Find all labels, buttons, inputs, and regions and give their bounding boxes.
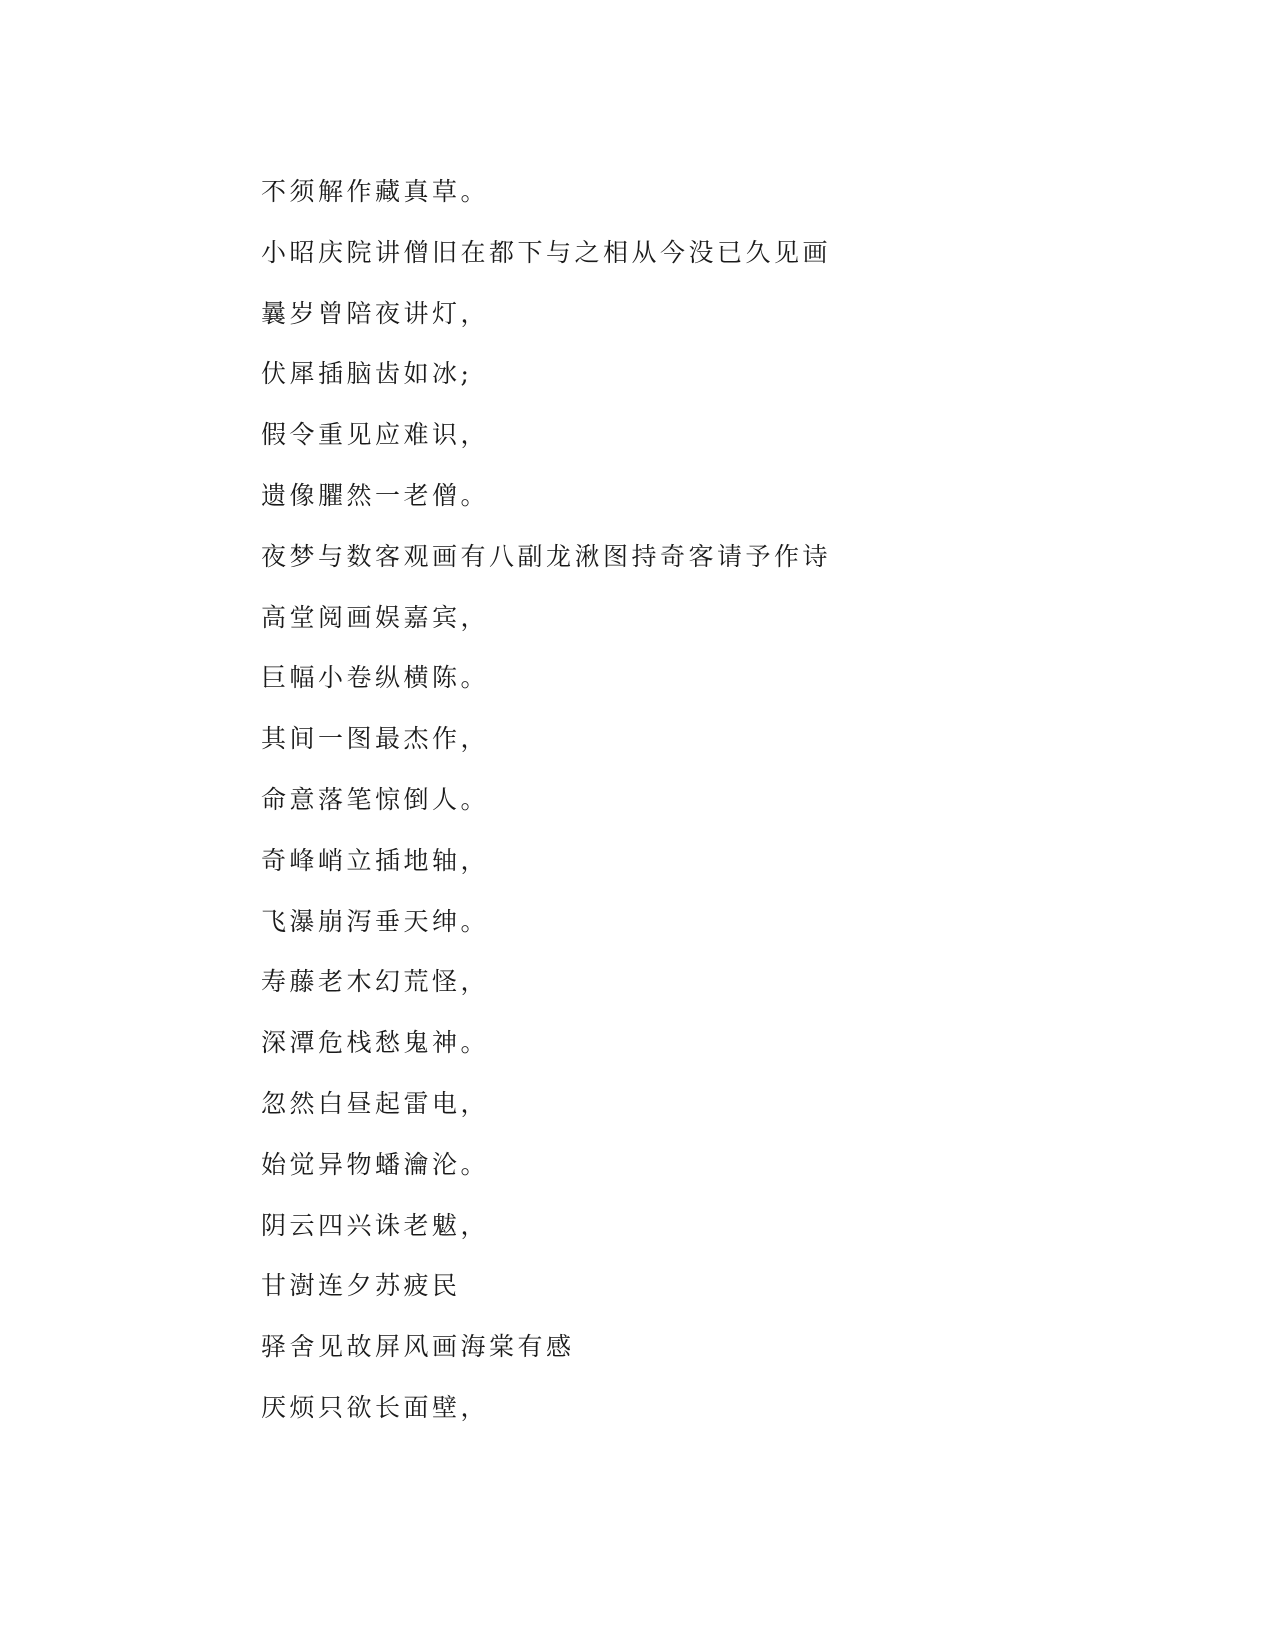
text-line: 命意落笔惊倒人。 — [261, 784, 490, 814]
text-line: 奇峰峭立插地轴， — [261, 845, 490, 875]
text-line: 甘澍连夕苏疲民 — [261, 1271, 461, 1301]
text-line: 阴云四兴诛老魃， — [261, 1210, 490, 1240]
poem-text-block — [261, 162, 1161, 1439]
text-line: 假令重见应难识， — [261, 420, 490, 450]
text-line: 忽然白昼起雷电， — [261, 1088, 490, 1118]
poem-title-line: 驿舍见故屏风画海棠有感 — [261, 1332, 575, 1362]
text-line: 厌烦只欲长面壁， — [261, 1392, 490, 1422]
text-line: 曩岁曾陪夜讲灯， — [261, 298, 490, 328]
text-line: 其间一图最杰作， — [261, 724, 490, 754]
text-line: 深潭危栈愁鬼神。 — [261, 1028, 490, 1058]
text-line: 始觉异物蟠瀹沦。 — [261, 1149, 490, 1179]
text-line: 不须解作藏真草。 — [261, 177, 490, 206]
text-line: 寿藤老木幻荒怪， — [261, 967, 490, 997]
poem-title-line: 小昭庆院讲僧旧在都下与之相从今没已久见画 — [261, 237, 832, 267]
text-line: 伏犀插脑齿如冰; — [261, 359, 473, 389]
text-line: 飞瀑崩泻垂天绅。 — [261, 906, 490, 936]
text-line: 巨幅小卷纵横陈。 — [261, 663, 490, 693]
text-line: 高堂阅画娱嘉宾， — [261, 602, 490, 632]
poem-title-line: 夜梦与数客观画有八副龙湫图持奇客请予作诗 — [261, 541, 832, 571]
text-line: 遗像臞然一老僧。 — [261, 480, 490, 510]
